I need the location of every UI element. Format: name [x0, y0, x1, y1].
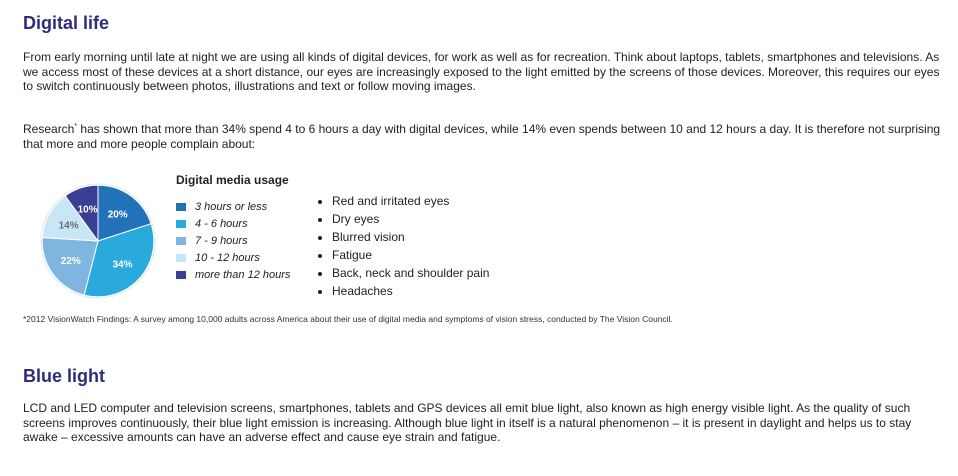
- legend-swatch: [176, 220, 186, 228]
- legend-label: more than 12 hours: [195, 268, 291, 281]
- section-title-digital-life: Digital life: [23, 13, 110, 33]
- legend-item: [176, 249, 316, 266]
- list-item: • Headaches: [332, 282, 489, 300]
- symptom-list: [314, 192, 489, 300]
- legend-swatch: [176, 237, 186, 245]
- list-item: • Red and irritated eyes: [332, 192, 489, 210]
- research-rest: has shown that more than 34% spend 4 to 6 hours a day with digital devices, while 14% even spends between 10 and 12 hours a day. It is therefore not surprising that more and more people complain about:: [23, 122, 941, 151]
- legend-label: 3 hours or less: [195, 200, 268, 213]
- section-title-blue-light: Blue light: [23, 366, 105, 386]
- legend-item: [176, 198, 316, 215]
- legend-item: [176, 232, 316, 249]
- digital-media-pie-chart: [38, 181, 158, 301]
- footnote: *2012 VisionWatch Findings: A survey among 10,000 adults across America about their use of digital media and symptoms of vision stress, conducted by The Vision Council.: [23, 314, 673, 324]
- legend-label: 10 - 12 hours: [195, 251, 260, 264]
- pie-data-label: 20%: [107, 209, 128, 221]
- footnote-marker: *: [74, 123, 78, 130]
- legend-label: 7 - 9 hours: [195, 234, 248, 247]
- blue-light-paragraph: LCD and LED computer and television screens, smartphones, tablets and GPS devices all emit blue light, also known as high energy visible light. As the quality of such screens improves continuously, their blue light emission is increasing. Although blue light in itself is a natural phenomenon – it is present in daylight and helps us to stay awake – excessive amounts can have an adverse effect and cause eye strain and fatigue.: [23, 401, 912, 444]
- list-item: • Fatigue: [332, 246, 489, 264]
- pie-data-label: 10%: [77, 204, 98, 216]
- list-item: • Back, neck and shoulder pain: [332, 264, 489, 282]
- legend-item: [176, 215, 316, 232]
- chart-legend: [176, 173, 316, 283]
- legend-item: [176, 266, 316, 283]
- legend-label: 4 - 6 hours: [195, 217, 248, 230]
- legend-swatch: [176, 203, 186, 211]
- legend-swatch: [176, 271, 186, 279]
- pie-data-label: 22%: [60, 256, 81, 268]
- research-word: Research: [23, 122, 75, 136]
- chart-title: Digital media usage: [176, 173, 289, 187]
- list-item: • Blurred vision: [332, 228, 489, 246]
- list-item: • Dry eyes: [332, 210, 489, 228]
- research-paragraph: [23, 122, 943, 151]
- pie-data-label: 14%: [58, 220, 79, 232]
- pie-data-label: 34%: [112, 259, 133, 271]
- legend-swatch: [176, 254, 186, 262]
- intro-paragraph: From early morning until late at night we are using all kinds of digital devices, for work as well as for recreation. Think about laptops, tablets, smartphones and televisions. As we access most of these devices at a short distance, our eyes are increasingly exposed to the light emitted by the screens of those devices. Moreover, this requires our eyes to switch continuously between photos, illustrations and text or follow moving images.: [23, 50, 940, 93]
